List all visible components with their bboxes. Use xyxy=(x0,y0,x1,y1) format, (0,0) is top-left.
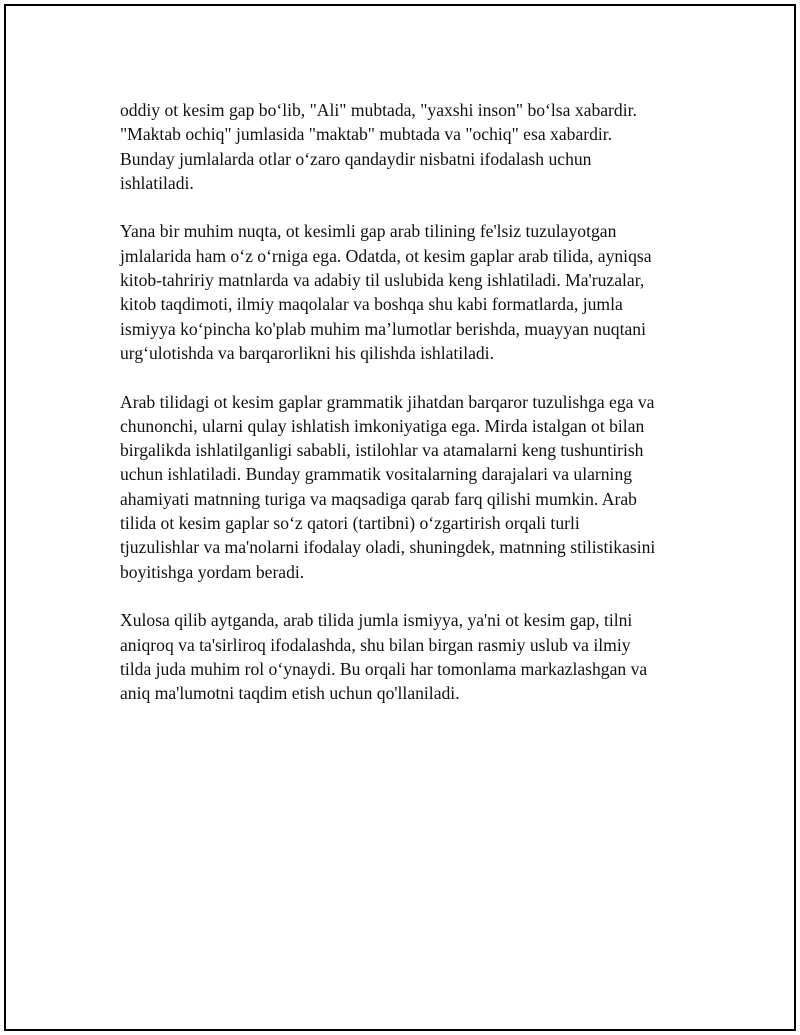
text-line: jmlalarida ham oʻz oʻrniga ega. Odatda, ot kesim gaplar arab tilida, ayniqsa xyxy=(120,245,652,266)
text-line: ismiyya koʻpincha ko'plab muhim maʼlumotlar berishda, muayyan nuqtani xyxy=(120,318,646,339)
text-line: Yana bir muhim nuqta, ot kesimli gap arab tilining fe'lsiz tuzulayotgan xyxy=(120,221,617,242)
text-line: kitob taqdimoti, ilmiy maqolalar va boshqa shu kabi formatlarda, jumla xyxy=(120,294,623,315)
text-line: ishlatiladi. xyxy=(120,172,194,193)
text-line: aniq ma'lumotni taqdim etish uchun qo'llaniladi. xyxy=(120,683,460,704)
text-line: tilda juda muhim rol oʻynaydi. Bu orqali har tomonlama markazlashgan va xyxy=(120,658,648,679)
paragraph-2 xyxy=(120,219,700,365)
paragraph-4 xyxy=(120,608,700,705)
paragraph-3 xyxy=(120,390,700,584)
text-line: Xulosa qilib aytganda, arab tilida jumla ismiyya, ya'ni ot kesim gap, tilni xyxy=(120,610,633,631)
text-line: ahamiyati matnning turiga va maqsadiga qarab farq qilishi mumkin. Arab xyxy=(120,488,637,509)
text-line: Bunday jumlalarda otlar oʻzaro qandaydir nisbatni ifodalash uchun xyxy=(120,148,592,169)
text-line: aniqroq va ta'sirliroq ifodalashda, shu bilan birgan rasmiy uslub va ilmiy xyxy=(120,634,631,655)
text-line: tjuzulishlar va ma'nolarni ifodalay oladi, shuningdek, matnning stilistikasini xyxy=(120,537,656,558)
text-line: "Maktab ochiq" jumlasida "maktab" mubtada va "ochiq" esa xabardir. xyxy=(120,124,613,145)
text-line: Arab tilidagi ot kesim gaplar grammatik jihatdan barqaror tuzulishga ega va xyxy=(120,391,655,412)
text-line: uchun ishlatiladi. Bunday grammatik vositalarning darajalari va ularning xyxy=(120,464,633,485)
text-line: birgalikda ishlatilganligi sababli, istilohlar va atamalarni keng tushuntirish xyxy=(120,440,644,461)
document-page xyxy=(4,4,796,1031)
text-line: kitob-tahririy matnlarda va adabiy til uslubida keng ishlatiladi. Ma'ruzalar, xyxy=(120,270,645,291)
text-line: chunonchi, ularni qulay ishlatish imkoniyatiga ega. Mirda istalgan ot bilan xyxy=(120,415,645,436)
text-line: tilida ot kesim gaplar soʻz qatori (tartibni) oʻzgartirish orqali turli xyxy=(120,513,580,534)
document-body xyxy=(120,98,700,730)
text-line: boyitishga yordam beradi. xyxy=(120,561,305,582)
text-line: oddiy ot kesim gap boʻlib, "Ali" mubtada, "yaxshi inson" boʻlsa xabardir. xyxy=(120,100,637,120)
text-line: urgʻulotishda va barqarorlikni his qilishda ishlatiladi. xyxy=(120,342,494,363)
paragraph-1 xyxy=(120,98,700,195)
